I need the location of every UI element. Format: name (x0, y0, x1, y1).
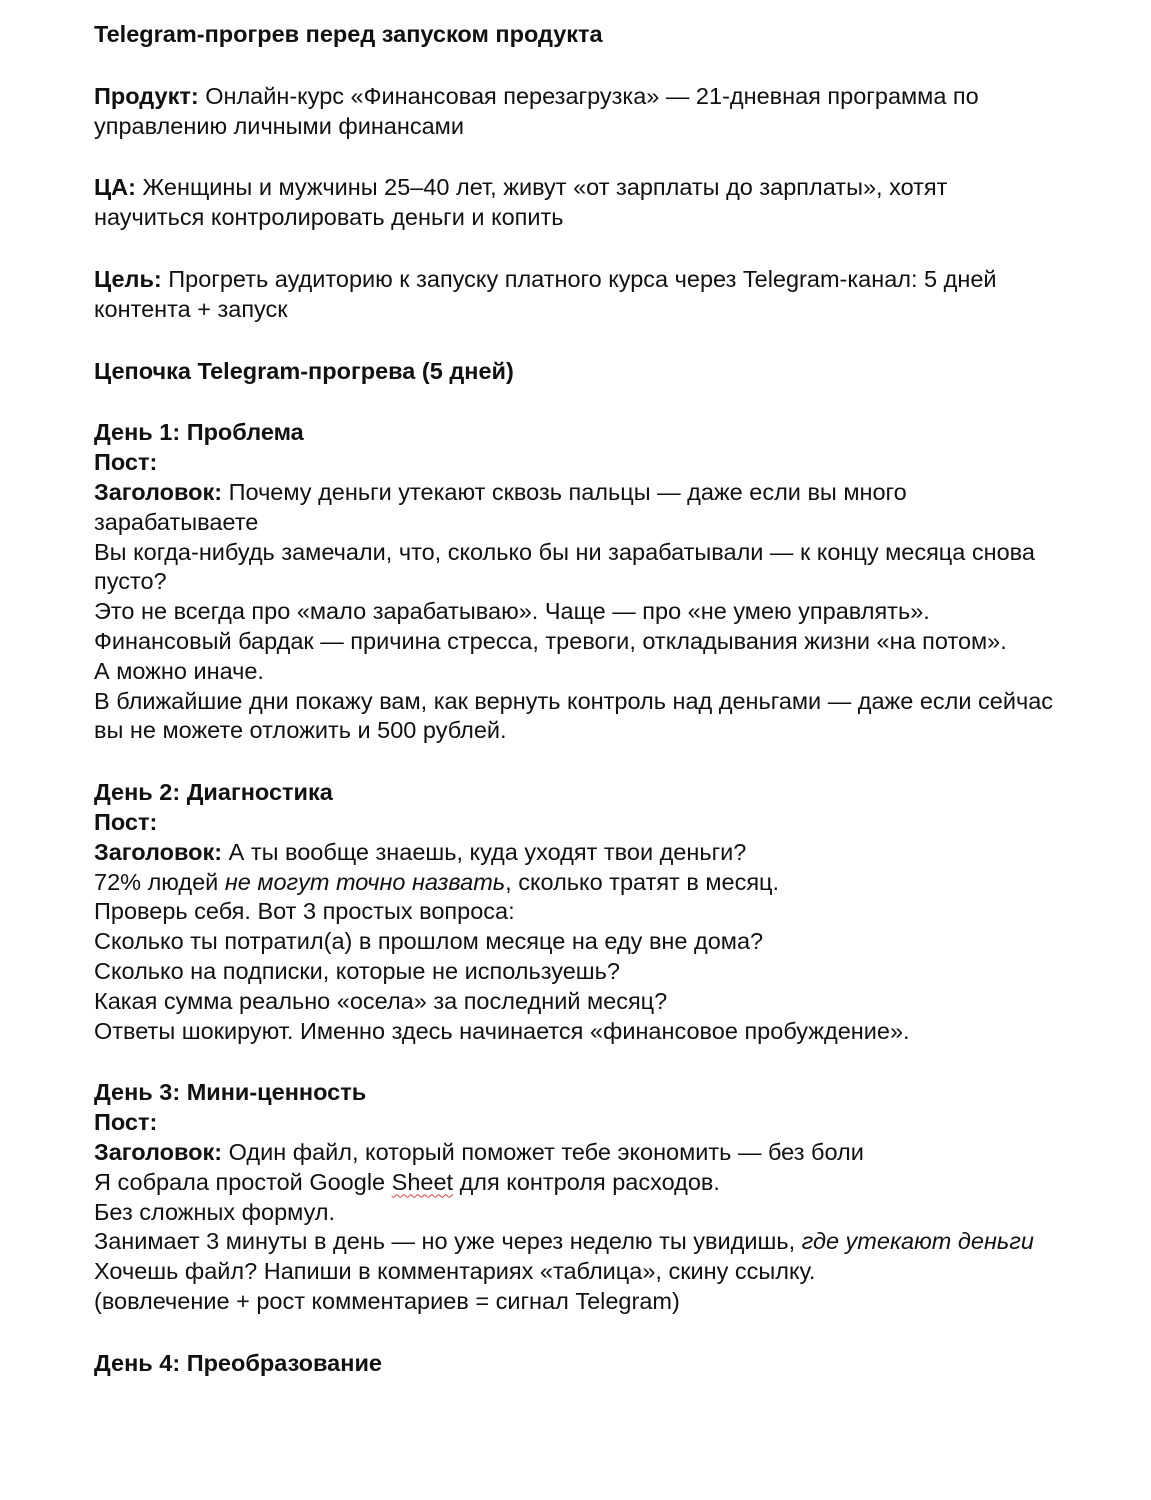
audience-text: Женщины и мужчины 25–40 лет, живут «от зарплаты до зарплаты», хотят научиться контролировать деньги и копить (94, 174, 948, 231)
day3-line: Без сложных формул. (94, 1198, 336, 1225)
spellcheck-word[interactable]: Sheet (391, 1168, 454, 1195)
day2-line: Ответы шокируют. Именно здесь начинается «финансовое пробуждение». (94, 1017, 910, 1044)
document-title: Telegram-прогрев перед запуском продукта (94, 21, 603, 47)
day1-post-label: Пост: (94, 449, 158, 476)
chain-title: Цепочка Telegram-прогрева (5 дней) (94, 357, 514, 384)
day2-headline-label: Заголовок: (94, 838, 223, 865)
day2-headline (94, 838, 1054, 868)
day3-headline-text: Один файл, который поможет тебе экономить — без боли (222, 1138, 864, 1165)
audience-paragraph (94, 173, 1054, 233)
day3-title: День 3: Мини-ценность (94, 1079, 367, 1106)
product-label: Продукт: (94, 82, 199, 109)
day1-headline-label: Заголовок: (94, 478, 223, 505)
day1-title: День 1: Проблема (94, 419, 304, 446)
day3-time-italic: где утекают деньги (801, 1228, 1034, 1255)
day2-post-label: Пост: (94, 808, 158, 835)
day3-headline-label: Заголовок: (94, 1138, 223, 1165)
day2-title: День 2: Диагностика (94, 779, 333, 806)
day2-line: Сколько ты потратил(а) в прошлом месяце на еду вне дома? (94, 928, 764, 955)
day2-line: Сколько на подписки, которые не используешь? (94, 957, 620, 984)
audience-label: ЦА: (94, 174, 136, 201)
day3-time-line: Занимает 3 минуты в день — но уже через неделю ты увидишь, где утекают деньги (94, 1228, 1034, 1255)
day1-line: Вы когда-нибудь замечали, что, сколько бы ни зарабатывали — к концу месяца снова пусто? (94, 538, 1035, 595)
day3-post-label: Пост: (94, 1109, 158, 1136)
document-page (94, 20, 1054, 1378)
day2-stat-italic: не могут точно назвать (224, 868, 506, 895)
day2-line: Какая сумма реально «осела» за последний месяц? (94, 987, 668, 1014)
day1-line: В ближайшие дни покажу вам, как вернуть контроль над деньгами — даже если сейчас вы не можете отложить и 500 рублей. (94, 687, 1054, 744)
goal-paragraph (94, 265, 1054, 325)
day3-headline (94, 1138, 1054, 1168)
day2-line: Проверь себя. Вот 3 простых вопроса: (94, 898, 515, 925)
product-paragraph (94, 82, 1054, 142)
goal-text: Прогреть аудиторию к запуску платного курса через Telegram-канал: 5 дней контента + запуск (94, 265, 997, 322)
day2-headline-text: А ты вообще знаешь, куда уходят твои деньги? (222, 838, 747, 865)
goal-label: Цель: (94, 265, 162, 292)
day3-line: Хочешь файл? Напиши в комментариях «таблица», скину ссылку. (94, 1258, 816, 1285)
product-text: Онлайн-курс «Финансовая перезагрузка» — 21-дневная программа по управлению личными финансами (94, 82, 979, 139)
day3-sheet-line: Я собрала простой Google Sheet для контроля расходов. (94, 1168, 720, 1195)
day1-line: Это не всегда про «мало зарабатываю». Чаще — про «не умею управлять». (94, 598, 930, 625)
day1-line: А можно иначе. (94, 657, 264, 684)
day1-line: Финансовый бардак — причина стресса, тревоги, откладывания жизни «на потом». (94, 627, 1007, 654)
day1-headline-text: Почему деньги утекают сквозь пальцы — даже если вы много зарабатываете (94, 478, 907, 535)
day2-stat-line: 72% людей не могут точно назвать, сколько тратят в месяц. (94, 868, 780, 895)
day3-line: (вовлечение + рост комментариев = сигнал Telegram) (94, 1287, 680, 1314)
day1-headline (94, 478, 1054, 538)
day4-title: День 4: Преобразование (94, 1349, 382, 1376)
